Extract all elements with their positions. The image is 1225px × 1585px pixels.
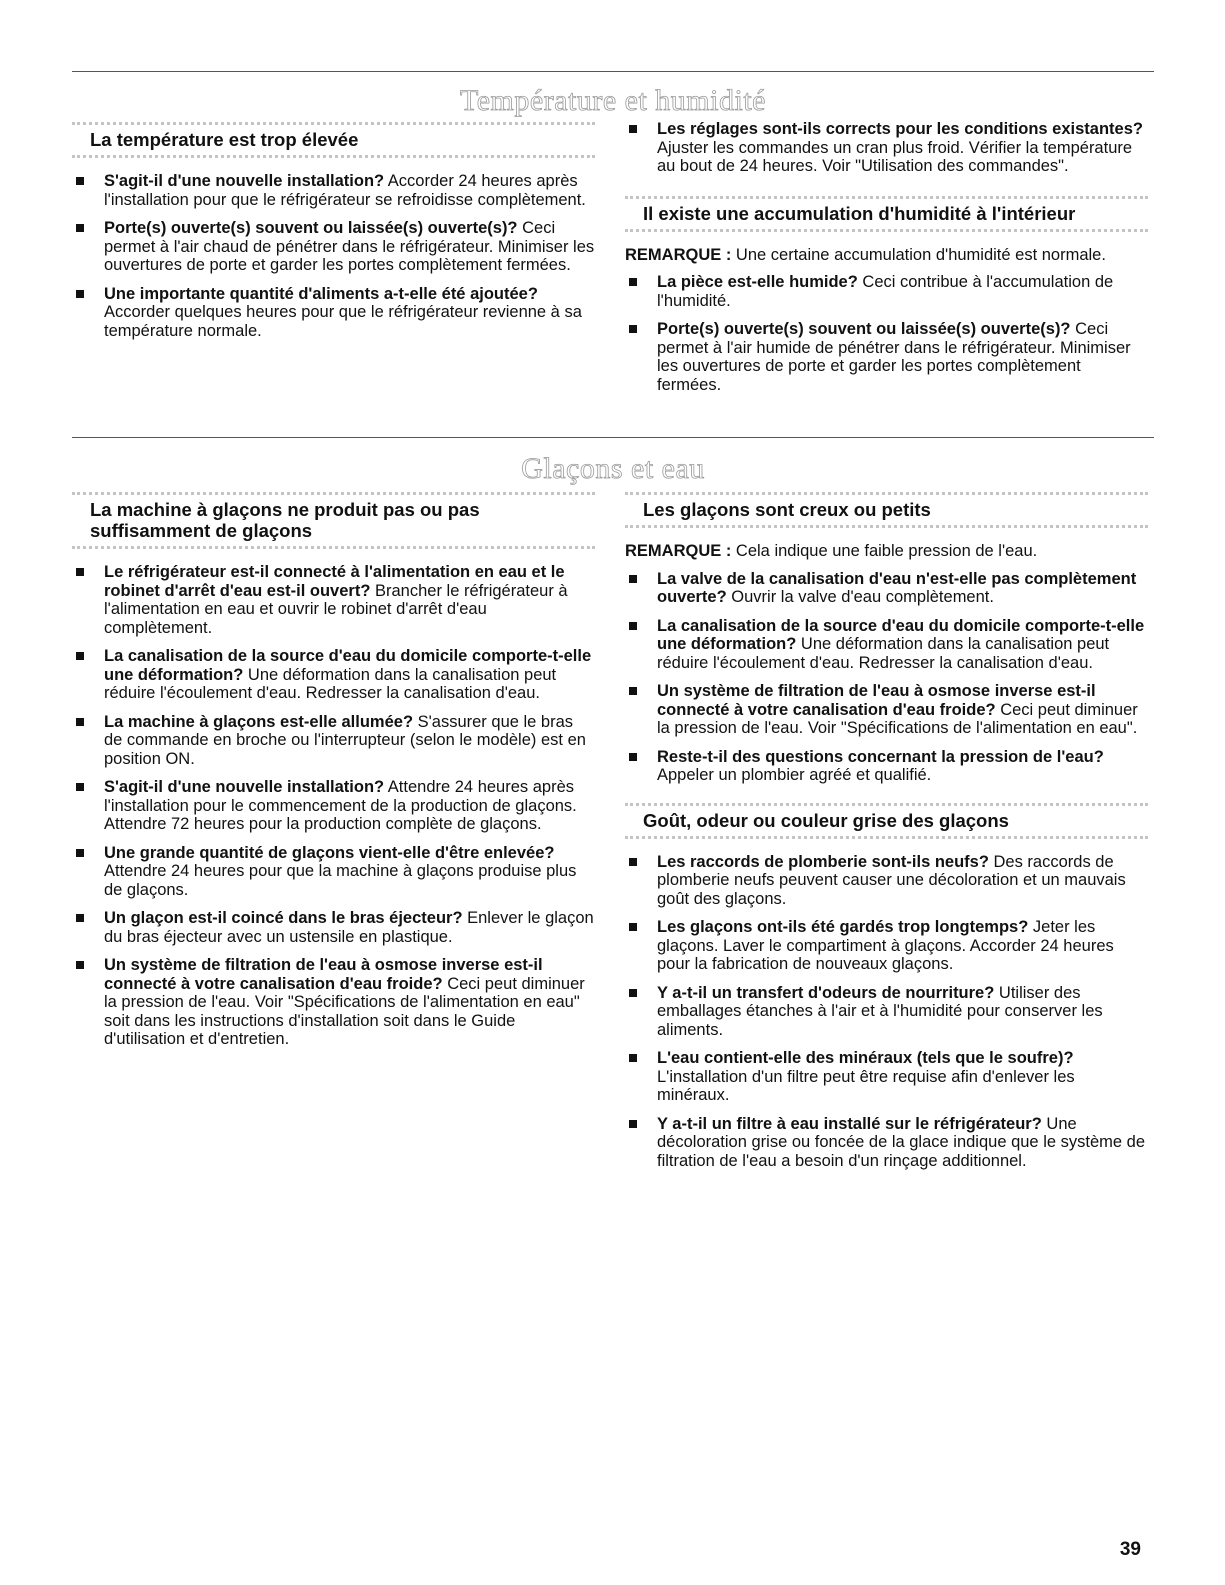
square-bullet-icon [76,849,84,857]
heading-line: La machine à glaçons ne produit pas ou pas [90,499,480,520]
square-bullet-icon [629,125,637,133]
question: La machine à glaçons est-elle allumée? [104,712,414,731]
list-item [625,570,1148,607]
square-bullet-icon [629,575,637,583]
answer: Une déformation dans la canalisation peut réduire l'écoulement d'eau. Redresser la canalisation d'eau. [657,635,1110,672]
question: L'eau contient-elle des minéraux (tels que le soufre)? [657,1049,1074,1067]
list-item [625,273,1148,310]
question: La valve de la canalisation d'eau n'est-elle pas complètement ouverte? [657,569,1137,606]
answer: Ceci permet à l'air chaud de pénétrer dans le réfrigérateur. Minimiser les ouvertures de porte et garder les portes complètement fermées. [104,219,595,274]
heading-temperature-high: La température est trop élevée [72,122,595,158]
answer: Ceci contribue à l'accumulation de l'humidité. [657,273,1114,310]
list-item [72,219,595,275]
question: Le réfrigérateur est-il connecté à l'alimentation en eau et le robinet d'arrêt d'eau est-il ouvert? [104,563,565,600]
square-bullet-icon [76,652,84,660]
list-item [625,984,1148,1040]
answer: Utiliser des emballages étanches à l'air et à l'humidité pour conserver les aliments. [657,983,1103,1039]
question: Y a-t-il un transfert d'odeurs de nourriture? [657,983,995,1002]
section-title-ice-water: Glaçons et eau [521,452,705,485]
question: Un glaçon est-il coincé dans le bras éjecteur? [104,909,463,927]
list-hollow-ice [625,570,1148,785]
list-item [625,1115,1148,1171]
question: Les glaçons ont-ils été gardés trop longtemps? [657,918,1029,936]
question: Les réglages sont-ils corrects pour les conditions existantes? [657,120,1143,138]
question: La pièce est-elle humide? [657,273,858,291]
list-item [625,1049,1148,1105]
question: Porte(s) ouverte(s) souvent ou laissée(s) ouverte(s)? [657,320,1071,338]
list-item [72,172,595,209]
column-temperature-high [72,122,595,350]
answer: L'installation d'un filtre peut être requise afin d'enlever les minéraux. [657,1067,1075,1104]
answer: Jeter les glaçons. Laver le compartiment à glaçons. Accorder 24 heures pour la fabrication de nouveaux glaçons. [657,918,1114,973]
square-bullet-icon [76,177,84,185]
note-label: REMARQUE : [625,542,732,560]
square-bullet-icon [76,290,84,298]
list-taste-odor [625,853,1148,1171]
answer: Ceci peut diminuer la pression de l'eau. Voir "Spécifications de l'alimentation en eau" soit dans les instructions d'installation soit dans le Guide d'utilisation et d'entretien. [104,974,585,1048]
question: S'agit-il d'une nouvelle installation? [104,778,385,796]
square-bullet-icon [629,1054,637,1062]
answer: Ceci peut diminuer la pression de l'eau. Voir "Spécifications de l'alimentation en eau". [657,700,1138,737]
square-bullet-icon [629,687,637,695]
square-bullet-icon [76,914,84,922]
answer: Appeler un plombier agréé et qualifié. [657,766,932,784]
square-bullet-icon [629,989,637,997]
note [625,542,1148,561]
column-ice-quality [625,492,1148,1180]
square-bullet-icon [629,278,637,286]
answer: Brancher le réfrigérateur à l'alimentation en eau et ouvrir le robinet d'arrêt d'eau complètement. [104,581,568,637]
section-rule [72,437,1154,438]
answer: Enlever le glaçon du bras éjecteur avec un ustensile en plastique. [104,909,594,946]
square-bullet-icon [76,718,84,726]
list-item [72,563,595,637]
list-item [625,120,1148,176]
list-ice-production [72,563,595,1049]
answer: Des raccords de plomberie neufs peuvent causer une décoloration et un mauvais goût des glaçons. [657,852,1126,908]
answer: Une décoloration grise ou foncée de la glace indique que le système de filtration de l'eau a besoin d'un rinçage additionnel. [657,1114,1145,1170]
heading-line: suffisamment de glaçons [90,520,313,541]
list-item [72,844,595,900]
question: Un système de filtration de l'eau à osmose inverse est-il connecté à votre canalisation d'eau froide? [104,956,543,993]
list-item [625,918,1148,974]
top-rule [72,71,1154,72]
question: S'agit-il d'une nouvelle installation? [104,172,385,190]
list-item [625,748,1148,785]
list-settings [625,120,1148,176]
heading-hollow-ice: Les glaçons sont creux ou petits [625,492,1148,528]
square-bullet-icon [629,753,637,761]
note-text: Une certaine accumulation d'humidité est normale. [731,245,1106,264]
column-ice-production [72,492,595,1059]
list-item [72,956,595,1049]
square-bullet-icon [629,923,637,931]
answer: Accorder 24 heures après l'installation pour que le réfrigérateur se refroidisse complètement. [104,172,586,209]
square-bullet-icon [76,224,84,232]
question: Les raccords de plomberie sont-ils neufs? [657,852,989,871]
list-item [72,285,595,341]
answer: Une déformation dans la canalisation peut réduire l'écoulement d'eau. Redresser la canalisation d'eau. [104,665,557,702]
list-item [625,617,1148,673]
list-item [625,320,1148,394]
answer: Attendre 24 heures après l'installation pour le commencement de la production de glaçons. Attendre 72 heures pour la production complète de glaçons. [104,778,577,833]
question: Y a-t-il un filtre à eau installé sur le réfrigérateur? [657,1114,1042,1133]
answer: Ajuster les commandes un cran plus froid. Vérifier la température au bout de 24 heures. Voir "Utilisation des commandes". [657,138,1133,175]
list-temperature-high [72,172,595,340]
list-humidity [625,273,1148,394]
question: Une importante quantité d'aliments a-t-elle été ajoutée? [104,284,538,303]
question: Une grande quantité de glaçons vient-elle d'être enlevée? [104,843,555,862]
list-item [72,909,595,946]
heading-humidity: Il existe une accumulation d'humidité à l'intérieur [625,196,1148,232]
square-bullet-icon [629,858,637,866]
list-item [72,647,595,703]
question: La canalisation de la source d'eau du domicile comporte-t-elle une déformation? [657,616,1145,653]
answer: Ceci permet à l'air humide de pénétrer dans le réfrigérateur. Minimiser les ouvertures de porte et garder les portes complètement fermées. [657,320,1131,394]
answer: Accorder quelques heures pour que le réfrigérateur revienne à sa température normale. [104,303,582,340]
list-item [72,713,595,769]
list-item [625,853,1148,909]
square-bullet-icon [76,783,84,791]
heading-ice-production [72,492,595,549]
answer: Ouvrir la valve d'eau complètement. [726,588,994,606]
note-text: Cela indique une faible pression de l'eau. [731,542,1038,560]
question: Un système de filtration de l'eau à osmose inverse est-il connecté à votre canalisation d'eau froide? [657,682,1096,719]
page-number: 39 [1119,1539,1141,1560]
column-humidity [625,120,1148,404]
answer: S'assurer que le bras de commande en broche ou l'interrupteur (selon le modèle) est en position ON. [104,712,586,768]
heading-taste-odor: Goût, odeur ou couleur grise des glaçons [625,803,1148,839]
square-bullet-icon [76,568,84,576]
question: Reste-t-il des questions concernant la pression de l'eau? [657,747,1104,766]
question: Porte(s) ouverte(s) souvent ou laissée(s) ouverte(s)? [104,219,518,237]
list-item [625,682,1148,738]
note-label: REMARQUE : [625,245,732,264]
question: La canalisation de la source d'eau du domicile comporte-t-elle une déformation? [104,647,592,684]
square-bullet-icon [629,325,637,333]
square-bullet-icon [629,622,637,630]
list-item [72,778,595,834]
answer: Attendre 24 heures pour que la machine à glaçons produise plus de glaçons. [104,862,577,899]
square-bullet-icon [629,1120,637,1128]
note [625,246,1148,265]
section-title-temperature: Température et humidité [460,84,766,117]
square-bullet-icon [76,961,84,969]
